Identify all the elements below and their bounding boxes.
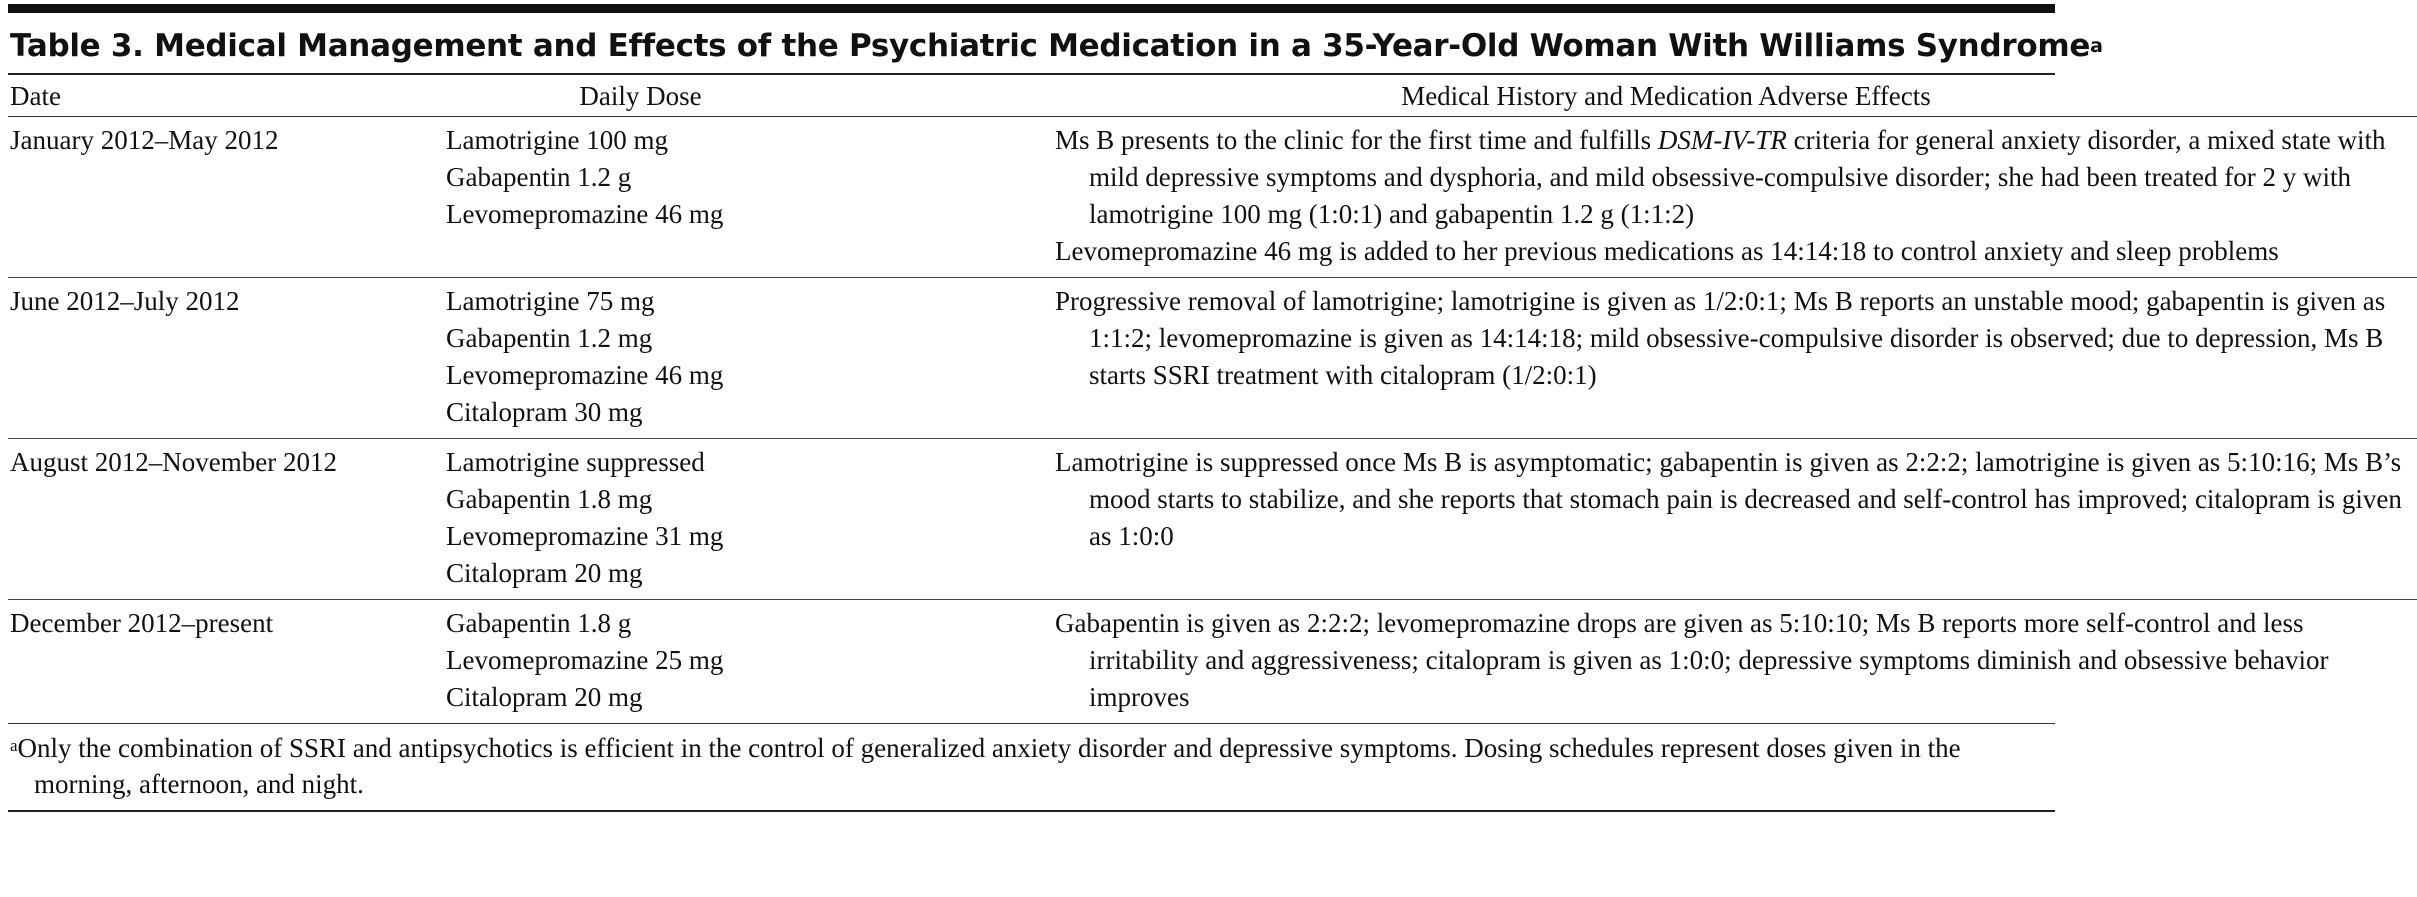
table-row <box>8 117 2417 278</box>
dose-item: Citalopram 20 mg <box>446 558 643 588</box>
dose-item: Levomepromazine 46 mg <box>446 360 724 390</box>
row-history <box>1055 600 2417 724</box>
dose-item: Lamotrigine 75 mg <box>446 286 655 316</box>
row-history <box>1055 117 2417 278</box>
dose-item: Levomepromazine 46 mg <box>446 199 724 229</box>
row-date: December 2012–present <box>8 600 446 724</box>
medication-table <box>8 75 2417 723</box>
dose-item: Citalopram 20 mg <box>446 682 643 712</box>
history-paragraph: Gabapentin is given as 2:2:2; levomepromazine drops are given as 5:10:10; Ms B reports more self-control and less irritability and aggressiveness; citalopram is given as 1:0:0; depressive symptoms diminish and obsessive behavior improves <box>1055 608 2329 712</box>
dose-item: Citalopram 30 mg <box>446 397 643 427</box>
row-doses <box>446 278 1055 439</box>
history-paragraph: Levomepromazine 46 mg is added to her previous medications as 14:14:18 to control anxiety and sleep problems <box>1055 236 2279 266</box>
dose-item: Lamotrigine 100 mg <box>446 125 668 155</box>
history-paragraph <box>1055 122 2417 233</box>
table-row <box>8 600 2417 724</box>
history-text: Ms B presents to the clinic for the first time and fulfills <box>1055 125 1658 155</box>
dose-item: Levomepromazine 25 mg <box>446 645 724 675</box>
dose-item: Lamotrigine suppressed <box>446 447 705 477</box>
dose-item: Gabapentin 1.8 mg <box>446 484 653 514</box>
dose-item: Gabapentin 1.8 g <box>446 608 632 638</box>
header-row <box>8 75 2417 116</box>
table-bottom-rule <box>8 723 2055 724</box>
table-row <box>8 278 2417 439</box>
dsm-italic: DSM-IV-TR <box>1657 125 1787 155</box>
row-doses <box>446 117 1055 278</box>
dose-item: Gabapentin 1.2 mg <box>446 323 653 353</box>
history-text: criteria for general anxiety disorder, a mixed state with mild depressive symptoms and dysphoria, and mild obsessive-compulsive disorder; she had been treated for 2 y with lamotrigine 100 mg (1:0:1) and gabapentin 1.2 g (1:1:2) <box>1089 125 2386 229</box>
header-date: Date <box>10 81 61 111</box>
row-doses <box>446 439 1055 600</box>
history-paragraph: Progressive removal of lamotrigine; lamotrigine is given as 1/2:0:1; Ms B reports an unstable mood; gabapentin is given as 1:1:2; levomepromazine is given as 14:14:18; mild obsessive-compulsive disorder is observed; due to depression, Ms B starts SSRI treatment with citalopram (1/2:0:1) <box>1055 286 2386 390</box>
top-rule <box>8 4 2055 13</box>
history-paragraph: Lamotrigine is suppressed once Ms B is asymptomatic; gabapentin is given as 2:2:2; lamotrigine is given as 5:10:16; Ms B’s mood starts to stabilize, and she reports that stomach pain is decreased and self-control has improved; citalopram is given as 1:0:0 <box>1055 447 2402 551</box>
bottom-rule <box>8 810 2055 812</box>
table-title-text: Table 3. Medical Management and Effects of the Psychiatric Medication in a 35-Year-Old Woman With Williams Syndrome <box>10 28 2091 64</box>
header-daily-dose: Daily Dose <box>579 81 702 111</box>
row-date: August 2012–November 2012 <box>8 439 446 600</box>
title-footnote-marker: a <box>2090 35 2103 57</box>
footnote-marker: a <box>10 736 18 755</box>
table-title <box>10 26 2103 70</box>
table-row <box>8 439 2417 600</box>
dose-item: Levomepromazine 31 mg <box>446 521 724 551</box>
row-doses <box>446 600 1055 724</box>
dose-item: Gabapentin 1.2 g <box>446 162 632 192</box>
table-footnote <box>10 730 2055 802</box>
row-date: January 2012–May 2012 <box>10 125 279 155</box>
row-history <box>1055 278 2417 439</box>
row-date: June 2012–July 2012 <box>8 278 446 439</box>
row-history <box>1055 439 2417 600</box>
table-container <box>8 0 2402 812</box>
footnote-text: Only the combination of SSRI and antipsychotics is efficient in the control of generalized anxiety disorder and depressive symptoms. Dosing schedules represent doses given in the morning, afternoon, and night. <box>17 733 1961 799</box>
header-history: Medical History and Medication Adverse Effects <box>1401 81 1931 111</box>
